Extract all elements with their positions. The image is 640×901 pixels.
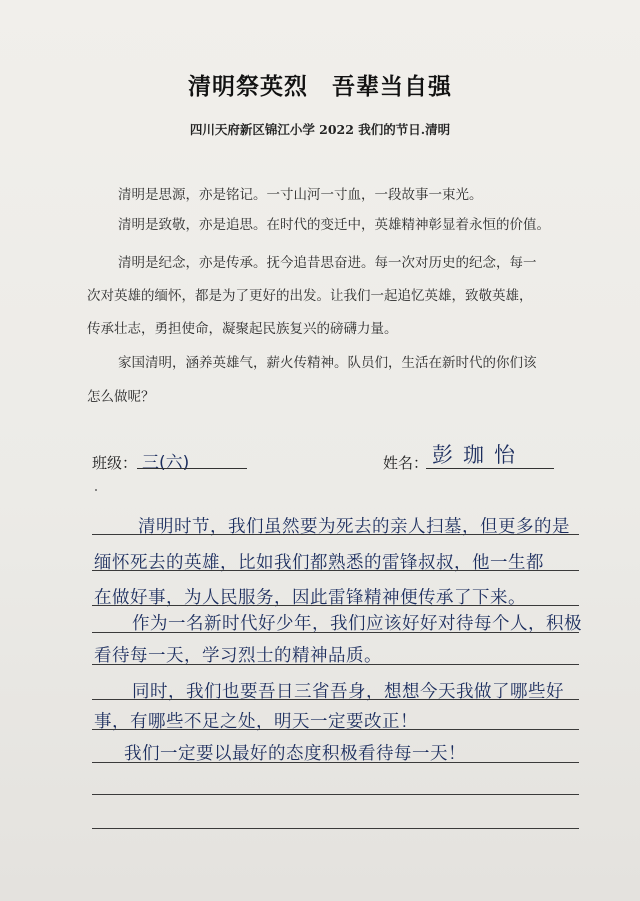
essay-line-5: 看待每一天，学习烈士的精神品质。 — [94, 646, 382, 666]
ruled-line — [92, 794, 579, 795]
essay-line-6: 同时，我们也要吾日三省吾身，想想今天我做了哪些好 — [132, 682, 564, 702]
ruled-line — [92, 632, 579, 633]
name-field[interactable]: 彭珈怡 — [432, 443, 525, 467]
essay-line-4: 作为一名新时代好少年，我们应该好好对待每个人，积极 — [132, 614, 582, 634]
ruled-line — [92, 664, 579, 665]
essay-line-2: 缅怀死去的英雄，比如我们都熟悉的雷锋叔叔，他一生都 — [94, 553, 544, 573]
ruled-line — [92, 762, 579, 763]
intro-line-1: 清明是思源，亦是铭记。一寸山河一寸血，一段故事一束光。 — [118, 187, 483, 203]
intro-line-7: 怎么做呢？ — [87, 389, 155, 405]
ruled-line — [92, 699, 579, 700]
page-subtitle: 四川天府新区锦江小学 2022 我们的节日.清明 — [189, 122, 451, 137]
page-title: 清明祭英烈 吾辈当自强 — [188, 74, 452, 100]
intro-line-6: 家国清明，涵养英雄气，薪火传精神。队员们，生活在新时代的你们该 — [118, 355, 537, 371]
intro-line-4: 次对英雄的缅怀，都是为了更好的出发。让我们一起追忆英雄，致敬英雄， — [87, 288, 533, 304]
ruled-line — [92, 570, 579, 571]
ruled-line — [92, 605, 579, 606]
class-field[interactable]: 三(六) — [142, 453, 190, 473]
class-underline — [137, 468, 247, 469]
essay-line-3: 在做好事，为人民服务，因此雷锋精神便传承了下来。 — [94, 588, 526, 608]
name-label: 姓名： — [383, 454, 429, 472]
essay-line-8: 我们一定要以最好的态度积极看待每一天！ — [124, 744, 466, 764]
name-underline — [426, 468, 554, 469]
intro-line-5: 传承壮志，勇担使命，凝聚起民族复兴的磅礴力量。 — [87, 321, 398, 337]
ruled-line — [92, 729, 579, 730]
essay-line-7: 事，有哪些不足之处，明天一定要改正！ — [94, 712, 418, 732]
essay-line-1: 清明时节，我们虽然要为死去的亲人扫墓，但更多的是 — [138, 517, 570, 537]
ruled-line — [92, 534, 579, 535]
intro-line-2: 清明是致敬，亦是追思。在时代的变迁中，英雄精神彰显着永恒的价值。 — [118, 217, 550, 233]
intro-line-3: 清明是纪念，亦是传承。抚今追昔思奋进。每一次对历史的纪念，每一 — [118, 255, 537, 271]
class-label: 班级： — [92, 454, 138, 472]
ruled-line — [92, 828, 579, 829]
margin-dot — [95, 489, 97, 491]
